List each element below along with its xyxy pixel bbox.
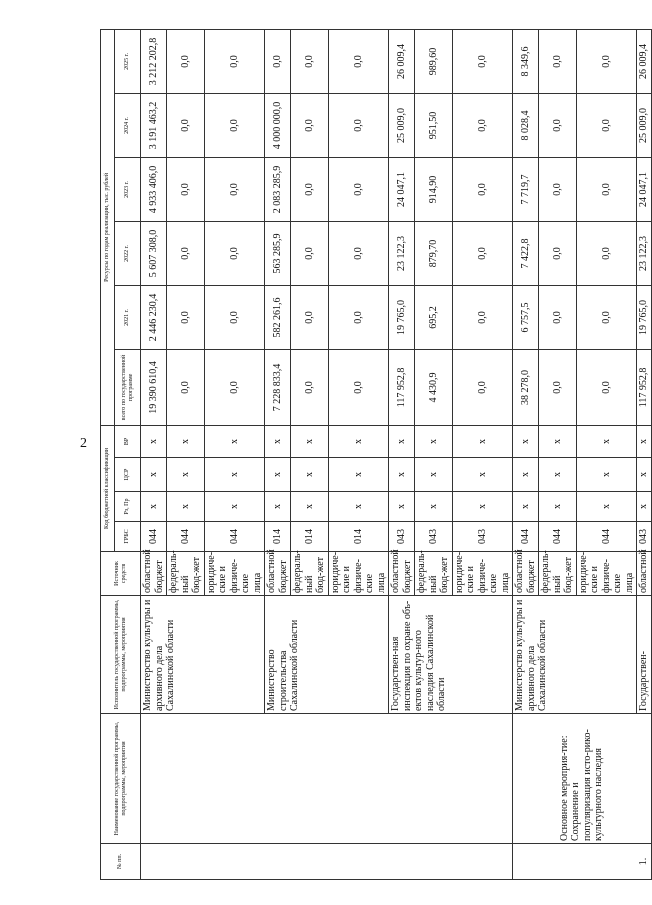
cell-year-value: 2 446 230,4 [141, 285, 167, 349]
header-budget-code: Код бюджетной классификации [101, 425, 115, 551]
cell-year-value: 0,0 [328, 221, 389, 285]
cell-source: областной бюджет [389, 552, 415, 596]
cell-year-value: 7 719,7 [513, 157, 539, 221]
cell-year-value: 0,0 [291, 157, 329, 221]
cell-year-value: 0,0 [539, 285, 577, 349]
header-executor: Исполнитель государственной программы, подпрограммы, мероприятия [101, 596, 141, 714]
cell-rzpr: х [167, 492, 205, 522]
cell-name: Основное мероприя-тие: Сохранение и популяризация исто-рико-культурного наследия [513, 714, 652, 844]
cell-year-value: 26 009,4 [637, 29, 652, 93]
cell-year-value: 8 349,6 [513, 29, 539, 93]
cell-csr: х [265, 458, 291, 492]
cell-source: юридиче-ские и физиче-ские лица [452, 552, 513, 596]
cell-total: 0,0 [167, 349, 205, 425]
header-csr: ЦСР [115, 458, 141, 492]
cell-year-value: 0,0 [576, 29, 637, 93]
cell-rzpr: х [265, 492, 291, 522]
cell-rzpr: х [291, 492, 329, 522]
table-body [141, 29, 652, 879]
cell-source: юридиче-ские и физиче-ские лица [204, 552, 265, 596]
cell-year-value: 563 285,9 [265, 221, 291, 285]
cell-year-value: 0,0 [328, 93, 389, 157]
cell-rzpr: х [452, 492, 513, 522]
cell-year-value: 0,0 [167, 157, 205, 221]
page-number: 2 [80, 436, 87, 451]
cell-year-value: 23 122,3 [389, 221, 415, 285]
cell-year-value: 8 028,4 [513, 93, 539, 157]
cell-rzpr: х [328, 492, 389, 522]
budget-table [100, 29, 652, 880]
cell-rzpr: х [637, 492, 652, 522]
cell-total: 117 952,8 [389, 349, 415, 425]
cell-year-value: 0,0 [291, 29, 329, 93]
cell-grbs: 043 [389, 522, 415, 552]
header-resources: Ресурсы по годам реализации, тыс. рублей [101, 29, 115, 425]
header-rzpr: Рз, Пр [115, 492, 141, 522]
cell-csr: х [452, 458, 513, 492]
cell-source: областной [637, 552, 652, 596]
cell-no: 1. [513, 844, 652, 880]
cell-year-value: 0,0 [539, 29, 577, 93]
cell-total: 117 952,8 [637, 349, 652, 425]
cell-executor: Государствен-ная инспекция по охране объ-ектов культур-ного наследия Сахалинской области [389, 596, 513, 714]
cell-year-value: 3 212 202,8 [141, 29, 167, 93]
cell-year-value: 25 009,0 [389, 93, 415, 157]
cell-year-value: 0,0 [539, 93, 577, 157]
cell-grbs: 043 [452, 522, 513, 552]
cell-csr: х [141, 458, 167, 492]
rotated-table-wrapper [100, 30, 649, 880]
cell-source: юридиче-ские и физиче-ские лица [576, 552, 637, 596]
cell-csr: х [637, 458, 652, 492]
cell-rzpr: х [576, 492, 637, 522]
cell-source: областной бюджет [141, 552, 167, 596]
cell-grbs: 044 [167, 522, 205, 552]
cell-vr: х [637, 425, 652, 457]
cell-csr: х [167, 458, 205, 492]
cell-year-value: 0,0 [204, 157, 265, 221]
cell-grbs: 044 [576, 522, 637, 552]
cell-name [141, 714, 513, 844]
cell-csr: х [328, 458, 389, 492]
cell-rzpr: х [204, 492, 265, 522]
cell-grbs: 044 [204, 522, 265, 552]
cell-source: юридиче-ские и физиче-ские лица [328, 552, 389, 596]
cell-source: областной бюджет [265, 552, 291, 596]
cell-year-value: 0,0 [204, 221, 265, 285]
cell-grbs: 014 [291, 522, 329, 552]
cell-year-value: 26 009,4 [389, 29, 415, 93]
cell-year-value: 4 000 000,0 [265, 93, 291, 157]
cell-grbs: 044 [539, 522, 577, 552]
cell-vr: х [415, 425, 453, 457]
cell-year-value: 5 607 308,0 [141, 221, 167, 285]
cell-csr: х [415, 458, 453, 492]
cell-year-value: 0,0 [167, 29, 205, 93]
cell-rzpr: х [389, 492, 415, 522]
cell-vr: х [265, 425, 291, 457]
cell-grbs: 043 [415, 522, 453, 552]
cell-vr: х [328, 425, 389, 457]
cell-total: 0,0 [328, 349, 389, 425]
cell-year-value: 25 009,0 [637, 93, 652, 157]
header-no: № пп. [101, 844, 141, 880]
cell-total: 0,0 [452, 349, 513, 425]
cell-vr: х [539, 425, 577, 457]
header-name: Наименование государственной программы, подпрограммы, мероприятия [101, 714, 141, 844]
cell-grbs: 043 [637, 522, 652, 552]
cell-csr: х [291, 458, 329, 492]
cell-csr: х [204, 458, 265, 492]
cell-year-value: 0,0 [576, 157, 637, 221]
cell-year-value: 0,0 [539, 221, 577, 285]
cell-executor: Министерство строительства Сахалинской области [265, 596, 389, 714]
cell-year-value: 0,0 [452, 285, 513, 349]
cell-vr: х [167, 425, 205, 457]
cell-total: 0,0 [291, 349, 329, 425]
cell-vr: х [141, 425, 167, 457]
cell-total: 38 278,0 [513, 349, 539, 425]
cell-year-value: 0,0 [291, 93, 329, 157]
cell-year-value: 0,0 [265, 29, 291, 93]
cell-grbs: 044 [141, 522, 167, 552]
cell-year-value: 0,0 [539, 157, 577, 221]
cell-year-value: 19 765,0 [637, 285, 652, 349]
cell-year-value: 0,0 [576, 221, 637, 285]
cell-year-value: 879,70 [415, 221, 453, 285]
cell-executor: Государствен- [637, 596, 652, 714]
cell-vr: х [576, 425, 637, 457]
table-row [141, 29, 167, 879]
cell-csr: х [513, 458, 539, 492]
cell-vr: х [452, 425, 513, 457]
header-grbs: ГРБС [115, 522, 141, 552]
cell-vr: х [513, 425, 539, 457]
cell-year-value: 7 422,8 [513, 221, 539, 285]
cell-year-value: 6 757,5 [513, 285, 539, 349]
cell-vr: х [204, 425, 265, 457]
cell-year-value: 0,0 [452, 221, 513, 285]
cell-rzpr: х [141, 492, 167, 522]
cell-total: 0,0 [576, 349, 637, 425]
cell-total: 4 430,9 [415, 349, 453, 425]
cell-executor: Министерство культуры и архивного дела Сахалинской области [141, 596, 265, 714]
cell-source: федераль-ный бюд-жет [415, 552, 453, 596]
cell-year-value: 19 765,0 [389, 285, 415, 349]
header-year: 2022 г. [115, 221, 141, 285]
cell-no [141, 844, 513, 880]
cell-csr: х [576, 458, 637, 492]
cell-year-value: 2 083 285,9 [265, 157, 291, 221]
cell-year-value: 0,0 [576, 93, 637, 157]
cell-year-value: 3 191 463,2 [141, 93, 167, 157]
cell-year-value: 0,0 [204, 93, 265, 157]
cell-executor: Министерство культуры и архивного дела Сахалинской области [513, 596, 637, 714]
cell-year-value: 0,0 [328, 29, 389, 93]
header-vr: ВР [115, 425, 141, 457]
header-year: 2023 г. [115, 157, 141, 221]
cell-total: 0,0 [204, 349, 265, 425]
header-year: 2025 г. [115, 29, 141, 93]
cell-year-value: 0,0 [167, 221, 205, 285]
cell-grbs: 014 [328, 522, 389, 552]
cell-year-value: 695,2 [415, 285, 453, 349]
cell-year-value: 0,0 [576, 285, 637, 349]
cell-year-value: 0,0 [204, 29, 265, 93]
header-year: 2024 г. [115, 93, 141, 157]
cell-year-value: 951,50 [415, 93, 453, 157]
table-row [513, 29, 539, 879]
cell-year-value: 23 122,3 [637, 221, 652, 285]
cell-year-value: 0,0 [291, 221, 329, 285]
cell-grbs: 014 [265, 522, 291, 552]
cell-vr: х [291, 425, 329, 457]
cell-rzpr: х [415, 492, 453, 522]
cell-total: 19 390 610,4 [141, 349, 167, 425]
cell-rzpr: х [513, 492, 539, 522]
cell-year-value: 0,0 [328, 285, 389, 349]
cell-csr: х [389, 458, 415, 492]
cell-csr: х [539, 458, 577, 492]
cell-year-value: 914,90 [415, 157, 453, 221]
cell-year-value: 24 047,1 [637, 157, 652, 221]
cell-source: федераль-ный бюд-жет [167, 552, 205, 596]
cell-year-value: 0,0 [167, 285, 205, 349]
cell-year-value: 0,0 [452, 157, 513, 221]
cell-year-value: 0,0 [167, 93, 205, 157]
cell-year-value: 0,0 [452, 29, 513, 93]
cell-source: федераль-ный бюд-жет [539, 552, 577, 596]
cell-year-value: 4 933 406,0 [141, 157, 167, 221]
cell-year-value: 989,60 [415, 29, 453, 93]
cell-year-value: 0,0 [452, 93, 513, 157]
cell-source: федераль-ный бюд-жет [291, 552, 329, 596]
cell-total: 0,0 [539, 349, 577, 425]
cell-year-value: 0,0 [328, 157, 389, 221]
cell-vr: х [389, 425, 415, 457]
header-source: Источник средств [101, 552, 141, 596]
cell-year-value: 0,0 [204, 285, 265, 349]
cell-source: областной бюджет [513, 552, 539, 596]
cell-grbs: 044 [513, 522, 539, 552]
cell-total: 7 228 833,4 [265, 349, 291, 425]
cell-year-value: 0,0 [291, 285, 329, 349]
cell-rzpr: х [539, 492, 577, 522]
cell-year-value: 24 047,1 [389, 157, 415, 221]
header-total: всего по государственной программе [115, 349, 141, 425]
cell-year-value: 582 261,6 [265, 285, 291, 349]
header-year: 2021 г. [115, 285, 141, 349]
